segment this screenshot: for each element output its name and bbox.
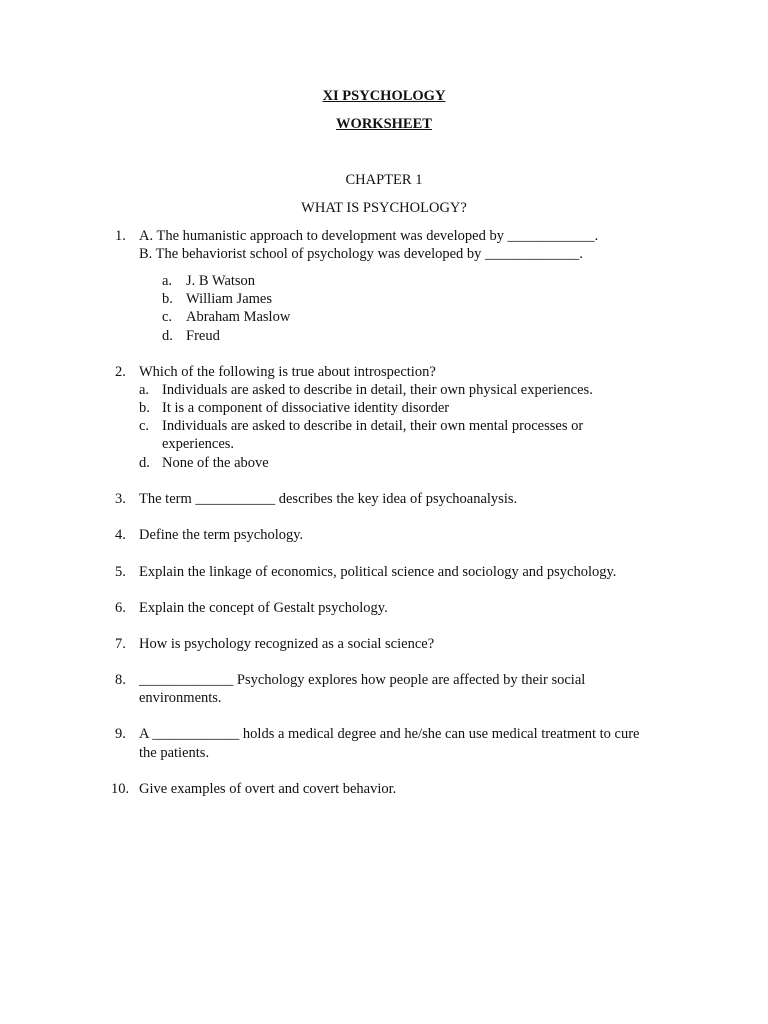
question-text: the patients. xyxy=(139,745,210,761)
question-text: B. The behaviorist school of psychology was developed by _____________. xyxy=(139,246,583,262)
question-text: _____________ Psychology explores how people are affected by their social xyxy=(139,672,586,688)
question-number: 6. xyxy=(115,600,126,616)
option-letter: c. xyxy=(162,309,173,325)
chapter-label: CHAPTER 1 xyxy=(345,172,423,188)
question-text: A. The humanistic approach to development was developed by ____________. xyxy=(139,228,599,244)
option-text: Freud xyxy=(186,328,220,344)
option-text: None of the above xyxy=(162,455,269,471)
option-text: J. B Watson xyxy=(186,273,256,289)
question-text: A ____________ holds a medical degree and he/she can use medical treatment to cure xyxy=(139,726,640,742)
option-letter: a. xyxy=(139,382,150,398)
option-letter: a. xyxy=(162,273,173,289)
question-text: Explain the linkage of economics, political science and sociology and psychology. xyxy=(139,564,617,580)
question-number: 5. xyxy=(115,564,126,580)
question-number: 1. xyxy=(115,228,126,244)
option-text: It is a component of dissociative identity disorder xyxy=(162,400,450,416)
option-letter: b. xyxy=(162,291,173,307)
question-number: 2. xyxy=(115,364,126,380)
option-text: Individuals are asked to describe in detail, their own physical experiences. xyxy=(162,382,593,398)
question-number: 10. xyxy=(111,781,130,797)
worksheet-subtitle: WORKSHEET xyxy=(336,116,432,132)
chapter-title: WHAT IS PSYCHOLOGY? xyxy=(301,200,467,216)
worksheet-title: XI PSYCHOLOGY xyxy=(322,88,446,104)
option-text: Individuals are asked to describe in detail, their own mental processes or xyxy=(162,418,584,434)
question-text: environments. xyxy=(139,690,222,706)
question-text: Define the term psychology. xyxy=(139,527,304,543)
option-letter: c. xyxy=(139,418,150,434)
question-number: 3. xyxy=(115,491,126,507)
question-number: 7. xyxy=(115,636,126,652)
question-text: How is psychology recognized as a social science? xyxy=(139,636,435,652)
option-letter: d. xyxy=(139,455,150,471)
option-text: William James xyxy=(186,291,272,307)
question-text: Give examples of overt and covert behavior. xyxy=(139,781,397,797)
option-text: experiences. xyxy=(162,436,235,452)
option-letter: d. xyxy=(162,328,173,344)
question-text: Explain the concept of Gestalt psychology. xyxy=(139,600,388,616)
question-text: Which of the following is true about introspection? xyxy=(139,364,436,380)
question-number: 8. xyxy=(115,672,126,688)
option-text: Abraham Maslow xyxy=(186,309,291,325)
option-letter: b. xyxy=(139,400,150,416)
question-text: The term ___________ describes the key idea of psychoanalysis. xyxy=(139,491,518,507)
question-number: 9. xyxy=(115,726,126,742)
question-number: 4. xyxy=(115,527,126,543)
